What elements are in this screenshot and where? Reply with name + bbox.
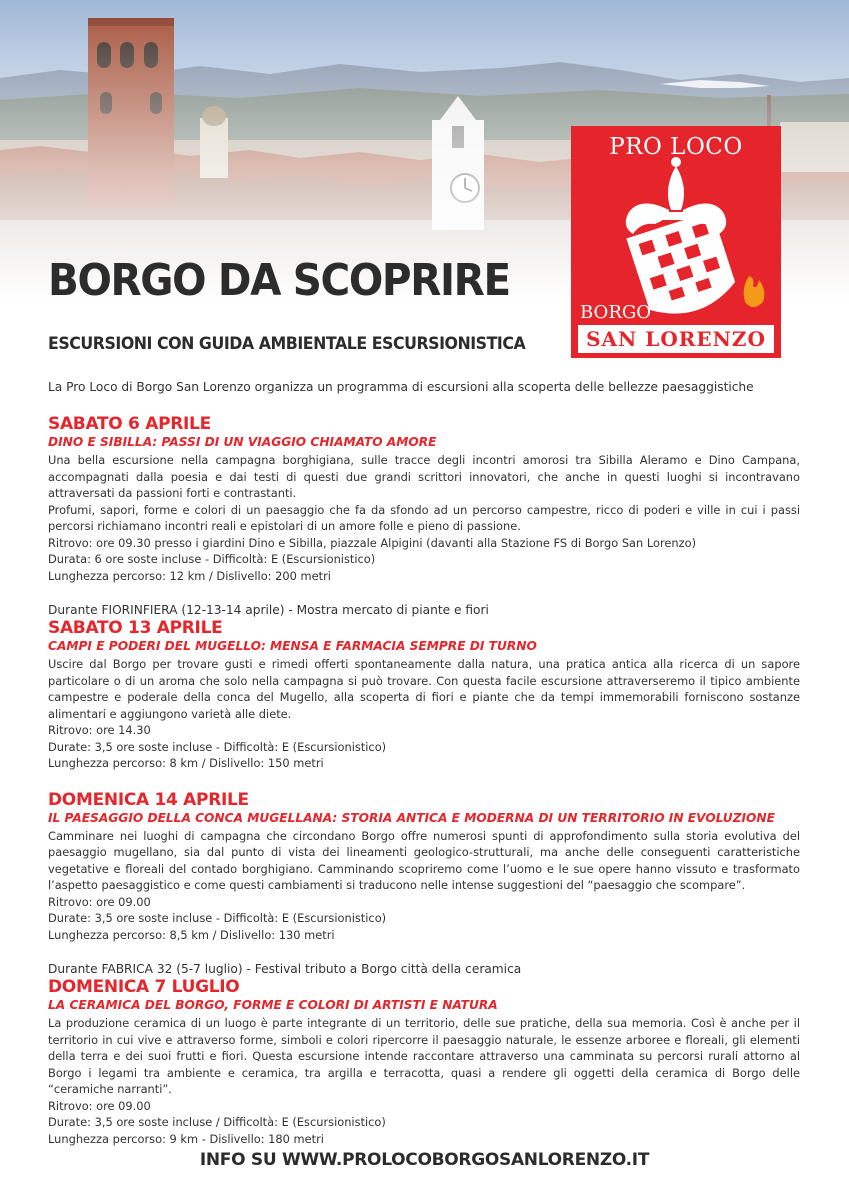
event-ritrovo: Ritrovo: ore 09.00 [48, 894, 151, 909]
event-context: Durante FABRICA 32 (5-7 luglio) - Festival tributo a Borgo città della ceramica [48, 962, 522, 976]
logo-san-lorenzo-band: SAN LORENZO [578, 325, 774, 353]
event-title: DINO E SIBILLA: PASSI DI UN VIAGGIO CHIAMATO AMORE [48, 435, 437, 449]
event-lunghezza: Lunghezza percorso: 8,5 km / Dislivello: 130 metri [48, 927, 335, 942]
event-item [48, 790, 800, 944]
events-list [48, 414, 800, 1165]
event-context: Durante FIORINFIERA (12-13-14 aprile) - Mostra mercato di piante e fiori [48, 603, 489, 617]
page-subtitle: ESCURSIONI CON GUIDA AMBIENTALE ESCURSIONISTICA [48, 334, 526, 354]
event-lunghezza: Lunghezza percorso: 8 km / Dislivello: 150 metri [48, 756, 324, 770]
event-date: SABATO 13 APRILE [48, 618, 223, 638]
logo-borgo-text: BORGO [580, 302, 652, 323]
event-item [48, 602, 800, 772]
footer-info-link[interactable]: INFO SU WWW.PROLOCOBORGOSANLORENZO.IT [199, 1150, 650, 1170]
event-ritrovo: Ritrovo: ore 14.30 [48, 723, 151, 737]
event-durata: Durate: 3,5 ore soste incluse - Difficoltà: E (Escursionistico) [48, 911, 387, 925]
event-description: Camminare nei luoghi di campagna che circondano Borgo offre numerosi spunti di approfondimento sulla storia evolutiva del paesaggio mugellano, sia dal punto di vista dei lineamenti geologico-strutturali, ma anche delle conseguenti caratteristiche vegetative e floreali del contado borghigiano. Camminando scopriremo come l’uomo e le sue opere hanno vissuto e trasformato l’aspetto paesaggistico e come questi cambiamenti si traducono nelle intense suggestioni del “paesaggio che scompare”. [48, 828, 800, 892]
event-date: DOMENICA 7 LUGLIO [48, 977, 240, 997]
event-ritrovo: Ritrovo: ore 09.00 [48, 1098, 151, 1113]
event-item [48, 961, 800, 1147]
event-durata: Durate: 3,5 ore soste incluse - Difficoltà: E (Escursionistico) [48, 739, 387, 754]
event-description: La produzione ceramica di un luogo è parte integrante di un territorio, delle sue pratiche, della sua memoria. Così è anche per il territorio in cui vive e attraverso forme, simboli e colori ripercorre il paesaggio naturale, le essenze arboree e floreali, gli elementi della terra e dei suoi frutti e fiori. Questa escursione intende raccontare attraverso una camminata su percorsi rurali attorno al Borgo i legami tra ambiente e ceramica, tra argilla e terracotta, quasi a rendere gli oggetti della ceramica di Borgo delle “ceramiche narranti”. [48, 1016, 800, 1096]
event-description-2: Profumi, sapori, forme e colori di un paesaggio che fa da sfondo ad un percorso campestre, ricco di poderi e ville in cui i passi percorsi richiamano incontri reali e epistolari di un amore folle e pieno di passione. [48, 502, 800, 533]
event-title: IL PAESAGGIO DELLA CONCA MUGELLANA: STORIA ANTICA E MODERNA DI UN TERRITORIO IN EVOLUZIONE [48, 810, 775, 825]
logo-pro-loco-text: PRO LOCO [609, 134, 743, 160]
event-description: Uscire dal Borgo per trovare gusti e rimedi offerti spontaneamente dalla natura, una pratica antica alla ricerca di un sapore particolare o di un aroma che solo nella campagna si può trovare. Con questa facile escursione attraverseremo il tipico ambiente campestre e poderale della conca del Mugello, alla scoperta di fiori e piante che da tempi immemorabili forniscono sostanze alimentari e aggiungono varietà alle diete. [48, 657, 800, 721]
event-durata: Durate: 3,5 ore soste incluse / Difficoltà: E (Escursionistico) [48, 1115, 386, 1129]
event-date: SABATO 6 APRILE [48, 414, 211, 434]
page-title: BORGO DA SCOPRIRE [48, 255, 510, 306]
intro-text: La Pro Loco di Borgo San Lorenzo organizza un programma di escursioni alla scoperta delle bellezze paesaggistiche [48, 380, 754, 394]
pro-loco-logo [571, 126, 781, 358]
event-title: CAMPI E PODERI DEL MUGELLO: MENSA E FARMACIA SEMPRE DI TURNO [48, 639, 537, 653]
event-title: LA CERAMICA DEL BORGO, FORME E COLORI DI ARTISTI E NATURA [48, 998, 498, 1012]
event-lunghezza: Lunghezza percorso: 9 km - Dislivello: 180 metri [48, 1131, 324, 1146]
event-item [48, 414, 800, 584]
event-date: DOMENICA 14 APRILE [48, 789, 249, 810]
event-description: Una bella escursione nella campagna borghigiana, sulle tracce degli incontri amorosi tra Sibilla Aleramo e Dino Campana, accompagnati dalla poesia e dai testi di questi due grandi scrittori innovatori, che anche in questi luoghi si incontravano attraversati da passioni forti e contrastanti. [48, 453, 800, 500]
event-ritrovo: Ritrovo: ore 09.30 presso i giardini Dino e Sibilla, piazzale Alpigini (davanti alla Stazione FS di Borgo San Lorenzo) [48, 535, 697, 550]
fleur-de-lis-gate-emblem [571, 126, 781, 358]
event-durata: Durata: 6 ore soste incluse - Difficoltà: E (Escursionistico) [48, 552, 376, 566]
event-lunghezza: Lunghezza percorso: 12 km / Dislivello: 200 metri [48, 568, 331, 583]
